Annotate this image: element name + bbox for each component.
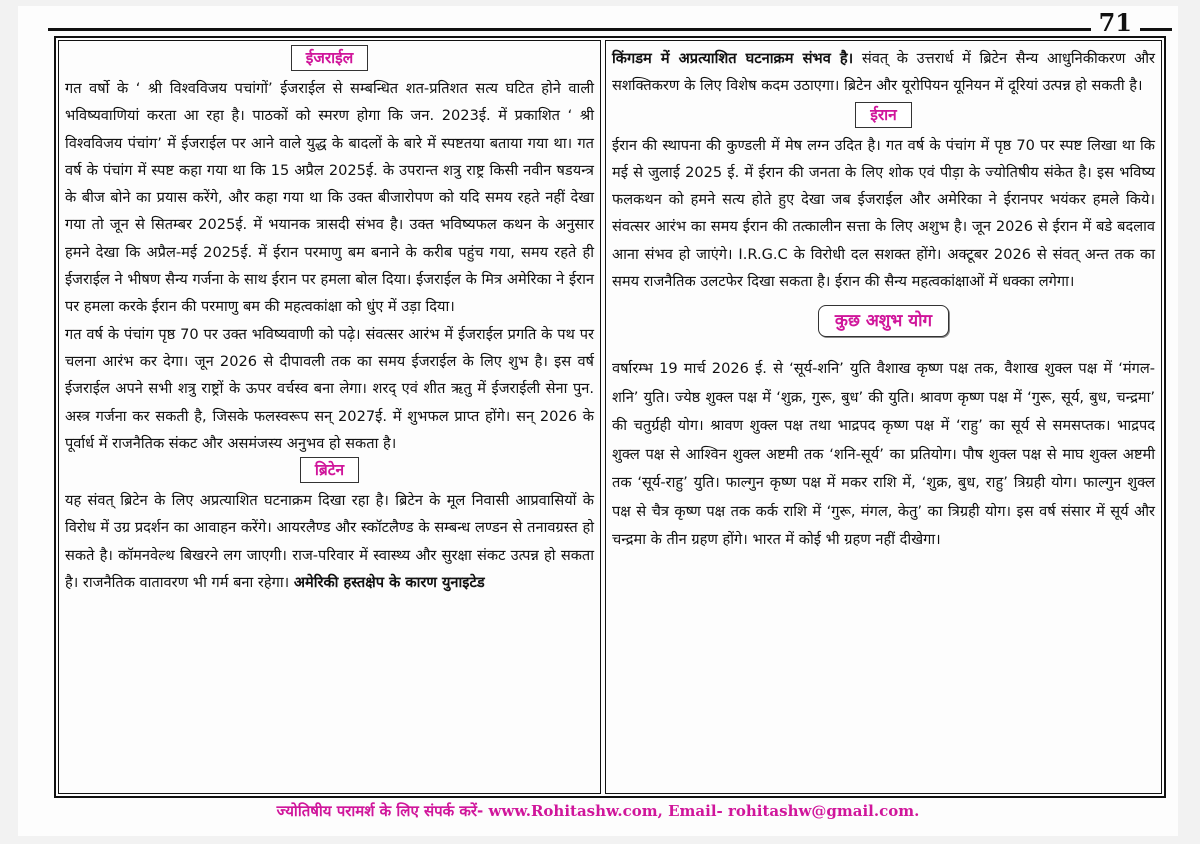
book-page [18, 6, 1178, 836]
britain-continuation-text: संवत् के उत्तरार्ध में ब्रिटेन सैन्य आधुनिकीकरण और सशक्तिकरण के लिए विशेष कदम उठाएगा। ब्रिटेन और यूरोपियन यूनियन में दूरियां उत्पन्न हो सकती है। [612, 50, 1156, 95]
iran-heading: ईरान [855, 102, 912, 128]
iran-paragraph: ईरान की स्थापना की कुण्डली में मेष लग्न उदित है। गत वर्ष के पंचांग में पृष्ठ 70 पर स्पष्ट लिखा था कि मई से जुलाई 2025 ई. में ईरान की जनता के लिए शोक एवं पीड़ा के ज्योतिषीय संकेत है। इस भविष्य फलकथन को हमने सत्य होते हुए देखा जब ईजराईल और अमेरिका ने ईरानपर भयंकर हमले किये। संवत्सर आरंभ का समय ईरान की तत्कालीन सत्ता के लिए अशुभ है। जून 2026 से ईरान में बडे बदलाव आना संभव हो जाएंगे। I.R.G.C के विरोधी दल सशक्त होंगे। अक्टूबर 2026 से संवत् अन्त तक का समय राजनैतिक उलटफेर दिखा सकता है। ईरान की सैन्य महत्वकांक्षाओं में धक्का लगेगा। [612, 136, 1155, 291]
britain-heading: ब्रिटेन [300, 457, 359, 483]
iran-heading-wrap [612, 102, 1155, 132]
header-rule [48, 28, 1172, 31]
israel-heading-wrap [65, 45, 594, 75]
inauspicious-heading: कुछ अशुभ योग [818, 305, 949, 337]
inauspicious-paragraph: वर्षारम्भ 19 मार्च 2026 ई. से ‘सूर्य-शनि’ युति वैशाख कृष्ण पक्ष तक, वैशाख शुक्ल पक्ष में ‘मंगल-शनि’ युति। ज्येष्ठ शुक्ल पक्ष में ‘शुक्र, गुरू, बुध’ की युति। श्रावण कृष्ण पक्ष में ‘गुरू, सूर्य, बुध, चन्द्रमा’ की चतुर्ग्रही योग। श्रावण शुक्ल पक्ष तथा भाद्रपद कृष्ण पक्ष में ‘राहु’ का सूर्य से समसप्तक। भाद्रपद शुक्ल पक्ष से आश्‍विन शुक्ल अष्टमी तक ‘शनि-सूर्य’ का प्रतियोग। पौष शुक्ल पक्ष से माघ शुक्ल अष्टमी तक ‘सूर्य-राहु’ युति। फाल्गुन कृष्ण पक्ष में मकर राशि में, ‘शुक्र, बुध, राहु’ त्रिग्रही योग। फाल्गुन शुक्ल पक्ष से चैत्र कृष्ण पक्ष तक कर्क राशि में ‘गुरू, मंगल, केतु’ का त्रिग्रही योग। इस वर्ष संसार में सूर्य और चन्द्रमा के तीन ग्रहण होंगे। भारत में कोई भी ग्रहण नहीं दीखेगा। [612, 360, 1155, 549]
footer-contact [18, 798, 1178, 824]
inauspicious-heading-wrap [612, 295, 1155, 355]
britain-bold-tail: अमेरिकी हस्तक्षेप के कारण युनाइटेड [293, 574, 485, 592]
left-column [58, 40, 601, 794]
page-number: 71 [1091, 8, 1140, 37]
britain-heading-wrap [65, 457, 594, 487]
right-column [605, 40, 1162, 794]
content-frame [54, 36, 1166, 798]
israel-heading: ईजराईल [291, 45, 369, 71]
britain-continuation-bold: किंगडम में अप्रत्याशित घटनाक्रम संभव है। [612, 50, 854, 67]
britain-text: यह संवत् ब्रिटेन के लिए अप्रत्याशित घटनाक्रम दिखा रहा है। ब्रिटेन के मूल निवासी आप्रवासियों के विरोध में उग्र प्रदर्शन का आवाहन करेंगे। आयरलैण्ड और स्कॉटलैण्ड के सम्बन्ध लण्डन से तनावग्रस्त हो सकते है। कॉमनवेल्थ बिखरने लग जाएगी। राज-परिवार में स्वास्थ्य और सुरक्षा संकट उत्पन्न हो सकता है। राजनैतिक वातावरण भी गर्म बना रहेगा। [65, 492, 594, 592]
israel-paragraph-1: गत वर्षो के ‘ श्री विश्‍वविजय पचांगों’ ईजराईल से सम्बन्धित शत-प्रतिशत सत्य घटित होने वाली भविष्यवाणियां करता आ रहा है। पाठकों को स्मरण होगा कि जन. 2023ई. में प्रकाशित ‘ श्री विश्‍वविजय पंचांग’ में ईजराईल पर आने वाले युद्ध के बादलों के बारे में स्पष्टतया बताया गया था। गत वर्ष के पंचांग में स्पष्ट कहा गया था कि 15 अप्रैल 2025ई. के उपरान्त शत्रु राष्ट्र किसी नवीन षडयन्त्र के बीज बोने का प्रयास करेंगे, और कहा गया था कि उक्त बीजारोपण को यदि समय रहते नहीं देखा गया तो जून से सितम्बर 2025ई. में भयानक त्रासदी संभव है। उक्त भविष्यफल कथन के अनुसार हमने देखा कि अप्रैल-मई 2025ई. में ईरान परमाणु बम बनाने के करीब पहुंच गया, समय रहते ही ईजराईल ने भीषण सैन्य गर्जना के साथ ईरान पर हमला बोल दिया। ईजराईल के मित्र अमेरिका ने ईरान पर हमला करके ईरान की परमाणु बम की महत्वकांक्षा को धुंए में उड़ा दिया। [65, 80, 594, 316]
footer-label: ज्योतिषीय परामर्श के लिए संपर्क करें- [276, 802, 484, 820]
britain-paragraph [65, 487, 594, 596]
israel-paragraph-2: गत वर्ष के पंचांग पृष्ठ 70 पर उक्त भविष्यवाणी को पढ़े। संवत्सर आरंभ में ईजराईल प्रगति के पथ पर चलना आरंभ कर देगा। जून 2026 से दीपावली तक का समय ईजराईल के लिए शुभ है। इस वर्ष ईजराईल अपने सभी शत्रु राष्ट्रों के ऊपर वर्चस्व बना लेगा। शरद् एवं शीत ऋतु में ईजराईली सेना पुन. अस्त्र गर्जना कर सकती है, जिसके फलस्वरूप सन् 2027ई. में शुभफल प्राप्त होंगे। सन् 2026 के पूर्वार्ध में राजनैतिक संकट और असमंजस्य अनुभव हो सकता है। [65, 325, 594, 452]
footer-contact-details: www.Rohitashw.com, Email- rohitashw@gmail.com. [488, 802, 920, 820]
britain-continuation [612, 45, 1155, 100]
